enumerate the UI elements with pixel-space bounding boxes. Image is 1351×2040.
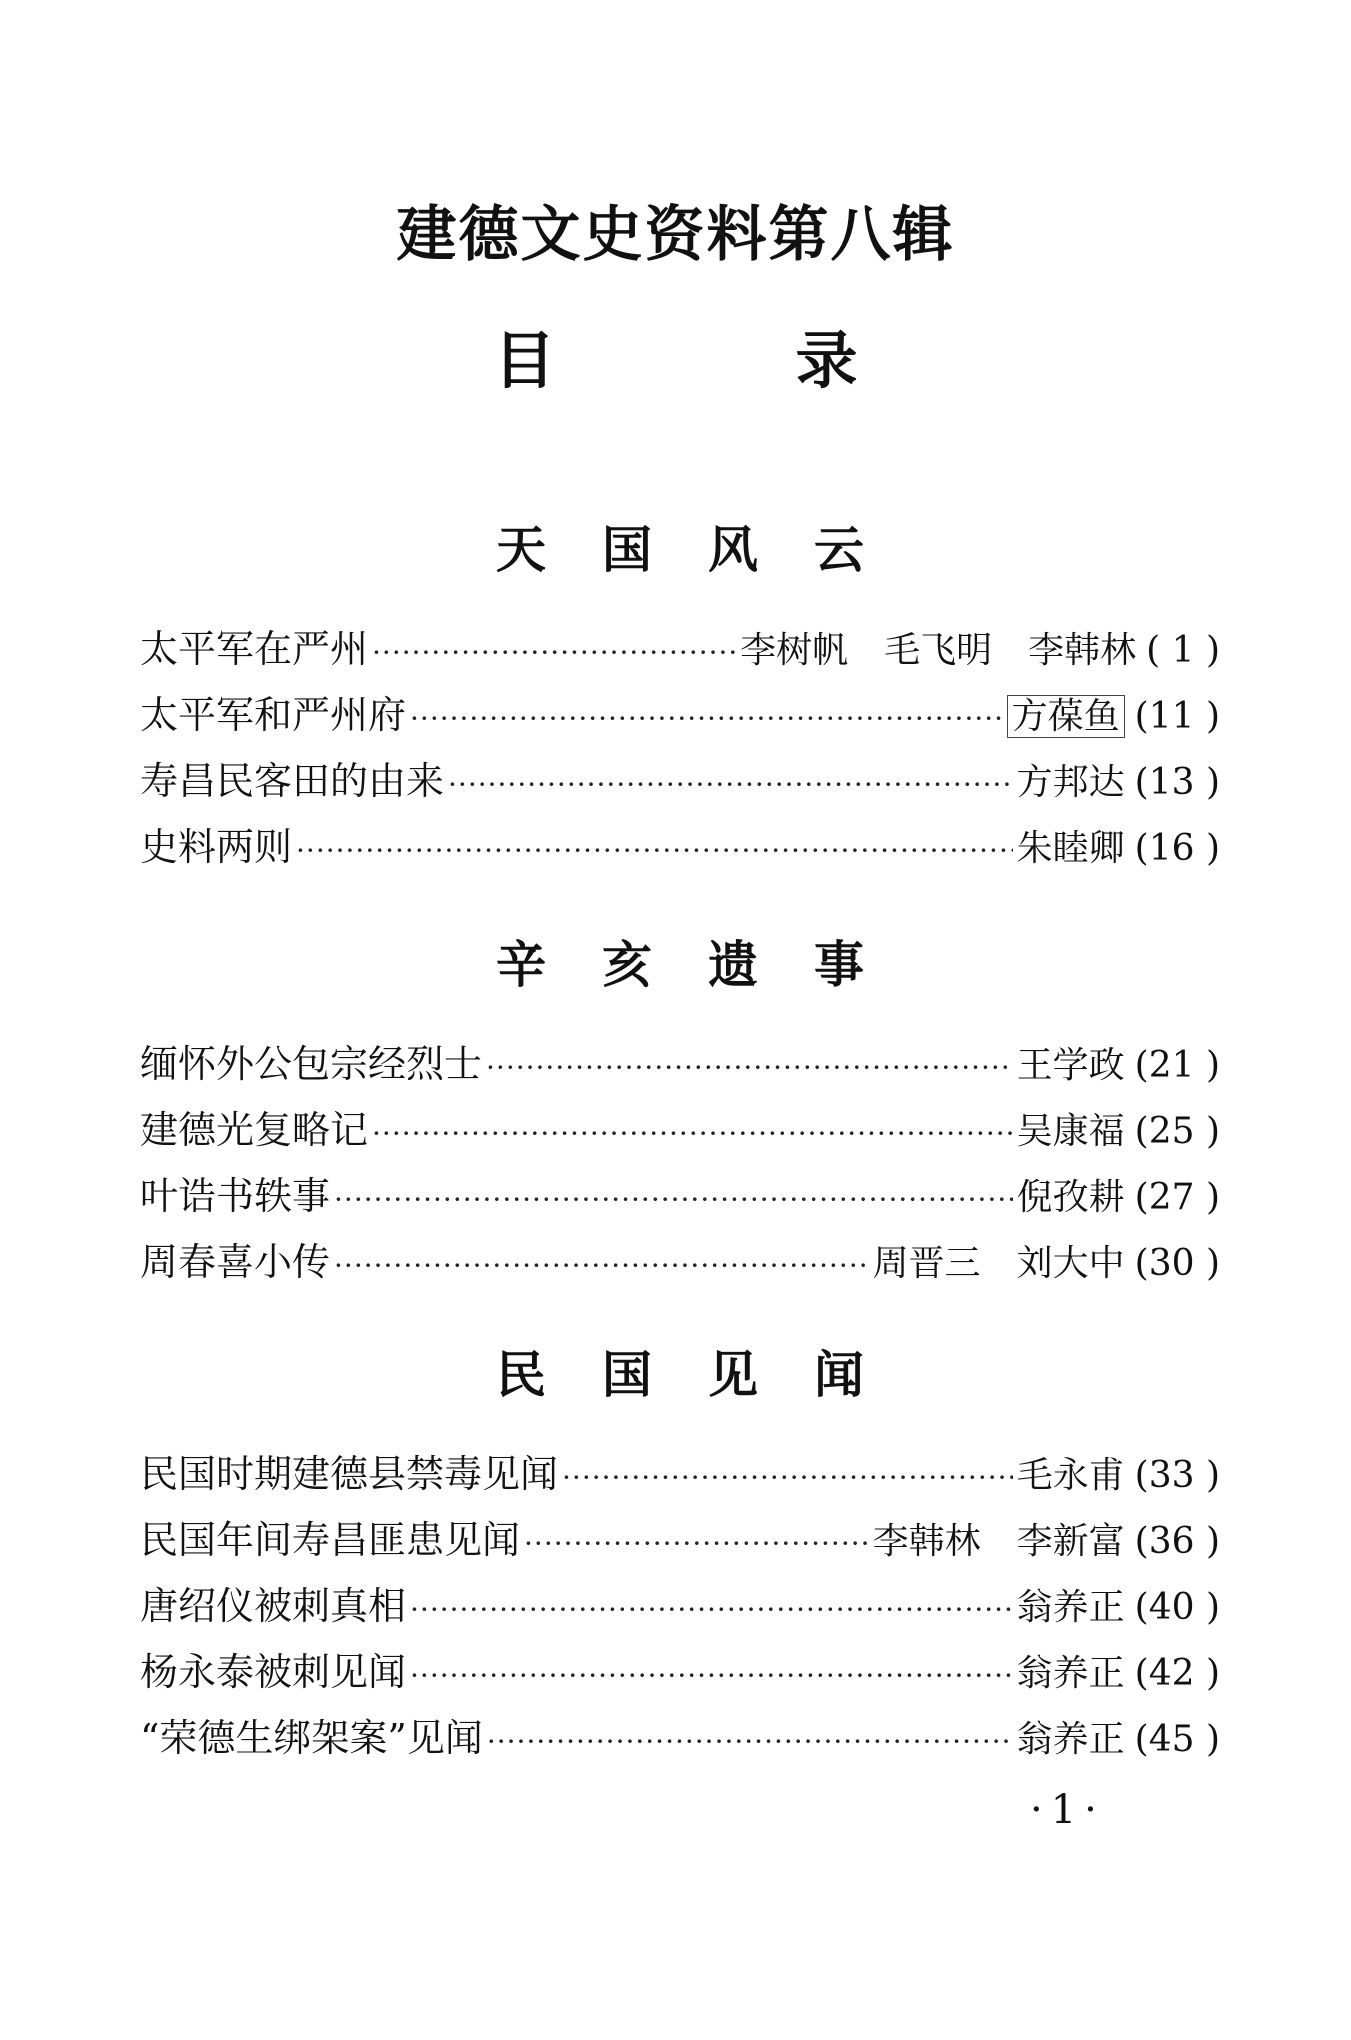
toc-entry bbox=[140, 1573, 1220, 1639]
toc-entry bbox=[140, 814, 1220, 880]
dot-leader bbox=[410, 1577, 1013, 1643]
entry-page: (33 ) bbox=[1134, 1455, 1220, 1496]
entry-page: (36 ) bbox=[1134, 1521, 1220, 1562]
entry-authors bbox=[873, 1509, 1125, 1575]
entry-authors bbox=[1017, 1641, 1125, 1707]
toc-entry bbox=[140, 1639, 1220, 1705]
toc-entry bbox=[140, 1705, 1220, 1771]
entry-authors bbox=[1017, 1165, 1125, 1231]
entry-title: 太平军在严州 bbox=[140, 627, 369, 671]
entry-page: ( 1 ) bbox=[1146, 630, 1220, 671]
entry-author: 朱睦卿 bbox=[1016, 828, 1125, 869]
entry-title: 建德光复略记 bbox=[140, 1108, 369, 1152]
entry-title: 史料两则 bbox=[140, 825, 293, 869]
section-title-char: 民 bbox=[496, 1345, 546, 1404]
toc-section-minguo bbox=[140, 1345, 1220, 1771]
section-title-char: 云 bbox=[814, 520, 864, 579]
entry-author: 王学政 bbox=[1016, 1045, 1125, 1086]
entry-page: (45 ) bbox=[1134, 1719, 1220, 1760]
section-title-char: 辛 bbox=[496, 935, 546, 994]
toc-heading-char: 目 bbox=[493, 324, 556, 397]
section-title-char: 国 bbox=[602, 520, 652, 579]
entry-authors bbox=[1017, 1099, 1125, 1165]
entry-author: 李新富 bbox=[1016, 1521, 1125, 1562]
entry-page: (27 ) bbox=[1134, 1177, 1220, 1218]
toc-entry bbox=[140, 682, 1220, 748]
entry-title: “荣德生绑架案”见闻 bbox=[140, 1716, 483, 1760]
entry-author: 翁养正 bbox=[1016, 1587, 1125, 1628]
entry-title: 唐绍仪被刺真相 bbox=[140, 1584, 407, 1628]
toc-entry bbox=[140, 1163, 1220, 1229]
section-title-char: 见 bbox=[708, 1345, 758, 1404]
toc-entry bbox=[140, 1441, 1220, 1507]
entry-authors bbox=[873, 1231, 1125, 1297]
entry-title: 叶诰书轶事 bbox=[140, 1174, 331, 1218]
entry-authors bbox=[1017, 1575, 1125, 1641]
entry-title: 民国年间寿昌匪患见闻 bbox=[140, 1518, 521, 1562]
toc-heading-char: 录 bbox=[795, 324, 858, 397]
toc-entry bbox=[140, 1031, 1220, 1097]
dot-leader bbox=[448, 752, 1013, 818]
entry-title: 太平军和严州府 bbox=[140, 693, 407, 737]
section-title-char: 天 bbox=[496, 520, 546, 579]
entry-page: (25 ) bbox=[1134, 1111, 1220, 1152]
toc-heading bbox=[0, 324, 1351, 397]
dot-leader bbox=[562, 1445, 1013, 1511]
entry-title: 民国时期建德县禁毒见闻 bbox=[140, 1452, 559, 1496]
toc-entry bbox=[140, 1507, 1220, 1573]
page-number: ·1· bbox=[1030, 1787, 1105, 1833]
entry-author: 翁养正 bbox=[1016, 1719, 1125, 1760]
entry-page: (42 ) bbox=[1134, 1653, 1220, 1694]
book-title: 建德文史资料第八辑 bbox=[396, 200, 955, 270]
dot-leader bbox=[334, 1233, 869, 1299]
entry-authors bbox=[1017, 816, 1125, 882]
dot-leader bbox=[410, 1643, 1013, 1709]
toc-entry bbox=[140, 1229, 1220, 1295]
entry-author: 周晋三 bbox=[872, 1243, 981, 1284]
section-title-char: 亥 bbox=[602, 935, 652, 994]
section-title-char: 国 bbox=[602, 1345, 652, 1404]
entry-author: 翁养正 bbox=[1016, 1653, 1125, 1694]
dot-leader bbox=[487, 1709, 1013, 1775]
entry-author: 毛飞明 bbox=[884, 630, 993, 671]
dot-leader bbox=[410, 686, 1003, 752]
entry-author: 李树帆 bbox=[740, 630, 849, 671]
section-title-char: 遗 bbox=[708, 935, 758, 994]
section-title-char: 事 bbox=[814, 935, 864, 994]
toc-entry bbox=[140, 1097, 1220, 1163]
entry-title: 缅怀外公包宗经烈士 bbox=[140, 1042, 483, 1086]
entry-title: 周春喜小传 bbox=[140, 1240, 331, 1284]
entry-authors bbox=[1007, 684, 1125, 750]
entry-authors bbox=[1017, 1033, 1125, 1099]
dot-leader bbox=[372, 620, 736, 686]
dot-leader bbox=[372, 1101, 1013, 1167]
entry-page: (21 ) bbox=[1134, 1045, 1220, 1086]
dot-leader bbox=[486, 1035, 1013, 1101]
entry-page: (40 ) bbox=[1134, 1587, 1220, 1628]
entry-author: 毛永甫 bbox=[1016, 1455, 1125, 1496]
toc-entry bbox=[140, 616, 1220, 682]
entry-title: 寿昌民客田的由来 bbox=[140, 759, 445, 803]
entry-authors bbox=[740, 618, 1136, 684]
entry-author: 倪孜耕 bbox=[1016, 1177, 1125, 1218]
toc-section-xinhai bbox=[140, 935, 1220, 1295]
entry-author: 吴康福 bbox=[1016, 1111, 1125, 1152]
entry-page: (30 ) bbox=[1134, 1243, 1220, 1284]
entry-page: (13 ) bbox=[1134, 762, 1220, 803]
entry-authors bbox=[1017, 1707, 1125, 1773]
entry-page: (11 ) bbox=[1134, 696, 1220, 737]
section-title bbox=[140, 935, 1220, 996]
section-title bbox=[140, 520, 1220, 581]
entry-author: 刘大中 bbox=[1016, 1243, 1125, 1284]
entry-author: 方邦达 bbox=[1016, 762, 1125, 803]
entry-authors bbox=[1017, 1443, 1125, 1509]
toc-entry bbox=[140, 748, 1220, 814]
entry-author: 李韩林 bbox=[1028, 630, 1137, 671]
entry-authors bbox=[1017, 750, 1125, 816]
entry-author: 李韩林 bbox=[872, 1521, 981, 1562]
section-title-char: 风 bbox=[708, 520, 758, 579]
dot-leader bbox=[296, 818, 1013, 884]
toc-section-taiping bbox=[140, 520, 1220, 880]
entry-page: (16 ) bbox=[1134, 828, 1220, 869]
section-title bbox=[140, 1345, 1220, 1406]
section-title-char: 闻 bbox=[814, 1345, 864, 1404]
dot-leader bbox=[524, 1511, 869, 1577]
entry-title: 杨永泰被刺见闻 bbox=[140, 1650, 407, 1694]
dot-leader bbox=[334, 1167, 1013, 1233]
entry-author: 方葆鱼 bbox=[1007, 695, 1125, 738]
